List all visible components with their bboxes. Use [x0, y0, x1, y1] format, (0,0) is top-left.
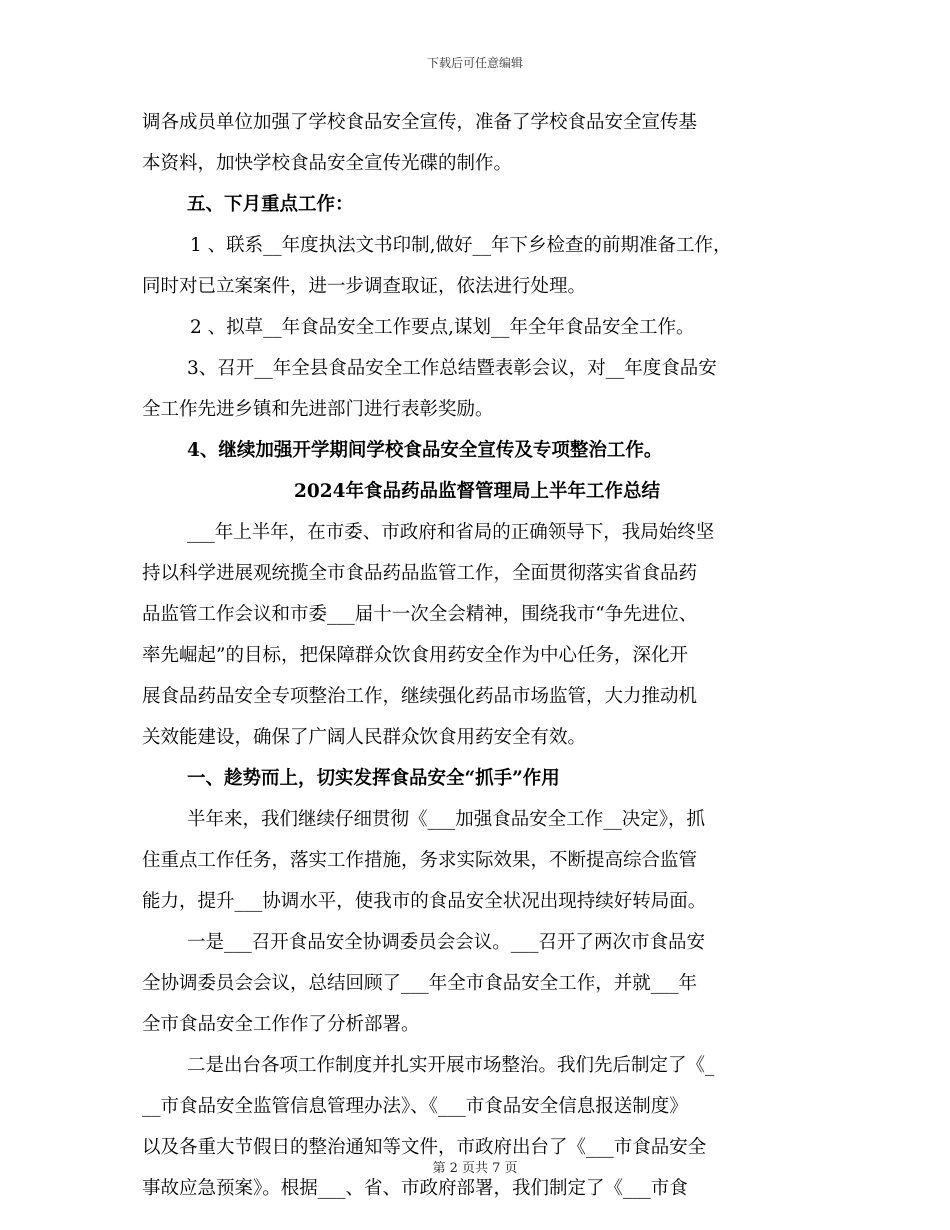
text-line: 1 、联系__年度执法文书印制,做好__年下乡检查的前期准备工作， [190, 235, 732, 256]
text-line: 一是___召开食品安全协调委员会会议。___召开了两次市食品安 [187, 932, 706, 953]
text-line: 以及各重大节假日的整治通知等文件，市政府出台了《___市食品安全 [142, 1137, 707, 1158]
section-title: 2024年食品药品监督管理局上半年工作总结 [294, 481, 660, 502]
text-line: 五、下月重点工作： [187, 194, 354, 215]
text-line: 3、召开__年全县食品安全工作总结暨表彰会议，对__年度食品安 [187, 358, 717, 379]
text-line: 一、趁势而上，切实发挥食品安全“抓手”作用 [187, 768, 560, 789]
text-line: 全协调委员会会议，总结回顾了___年全市食品安全工作，并就___年 [142, 973, 698, 994]
text-line: ___年上半年，在市委、市政府和省局的正确领导下，我局始终坚 [187, 522, 715, 543]
text-line: 4、继续加强开学期间学校食品安全宣传及专项整治工作。 [187, 440, 663, 461]
text-line: 住重点工作任务，落实工作措施，务求实际效果，不断提高综合监管 [142, 850, 698, 871]
text-line: 能力，提升___协调水平，使我市的食品安全状况出现持续好转局面。 [142, 891, 707, 912]
text-line: 本资料，加快学校食品安全宣传光碟的制作。 [142, 153, 513, 174]
document-body [142, 102, 812, 1209]
text-line: 事故应急预案》。根据___、省、市政府部署，我们制定了《___市食 [142, 1178, 688, 1199]
text-line: __市食品安全监管信息管理办法》、《___市食品安全信息报送制度》 [142, 1096, 688, 1117]
text-line: 持以科学进展观统揽全市食品药品监管工作，全面贯彻落实省食品药 [142, 563, 698, 584]
text-line: 展食品药品安全专项整治工作，继续强化药品市场监管，大力推动机 [142, 686, 698, 707]
text-line: 调各成员单位加强了学校食品安全宣传，准备了学校食品安全宣传基 [142, 112, 698, 133]
text-line: 半年来，我们继续仔细贯彻《___加强食品安全工作__决定》，抓 [187, 809, 706, 830]
text-line: 品监管工作会议和市委___届十一次全会精神，围绕我市“争先进位、 [142, 604, 698, 625]
text-line: 全工作先进乡镇和先进部门进行表彰奖励。 [142, 399, 494, 420]
page-footer: 第 2 页共 7 页 [432, 1161, 518, 1176]
text-line: 全市食品安全工作作了分析部署。 [142, 1014, 420, 1035]
text-line: 同时对已立案案件，进一步调查取证，依法进行处理。 [142, 276, 587, 297]
text-line: 关效能建设，确保了广阔人民群众饮食用药安全有效。 [142, 727, 587, 748]
text-line: 率先崛起”的目标，把保障群众饮食用药安全作为中心任务，深化开 [142, 645, 688, 666]
text-line: 二是出台各项工作制度并扎实开展市场整治。我们先后制定了《_ [187, 1055, 715, 1076]
page-header: 下载后可任意编辑 [426, 56, 523, 70]
text-line: 2 、拟草__年食品安全工作要点,谋划__年全年食品安全工作。 [190, 317, 695, 338]
